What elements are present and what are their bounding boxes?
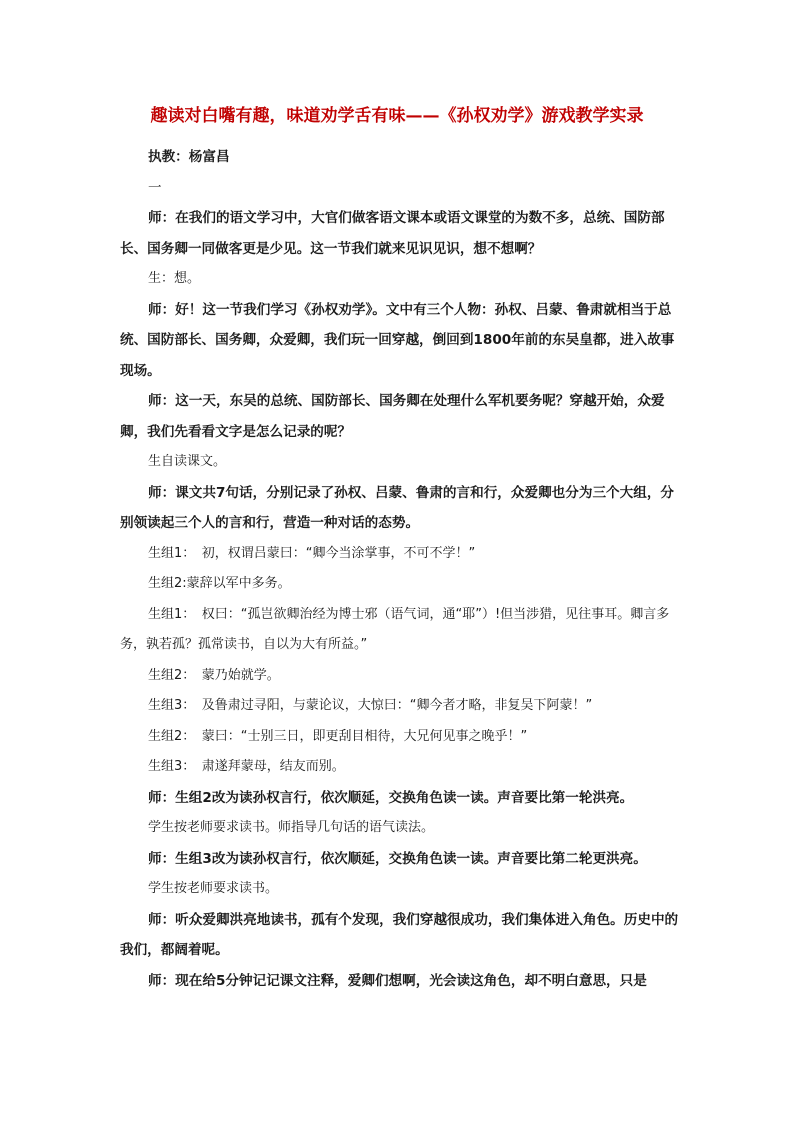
paragraph-list: [120, 203, 680, 996]
paragraph: 生组3： 及鲁肃过寻阳，与蒙论议，大惊曰：“卿今者才略，非复吴下阿蒙！”: [148, 698, 593, 713]
paragraph: 师：生组2改为读孙权言行，依次顺延，交换角色读一读。声音要比第一轮洪亮。: [148, 789, 634, 806]
document-title: 趣读对白嘴有趣，味道劝学舌有味——《孙权劝学》游戏教学实录: [150, 106, 644, 126]
paragraph: 生自读课文。: [148, 454, 227, 469]
paragraph: 师：好！这一节我们学习《孙权劝学》。文中有三个人物：孙权、吕蒙、鲁肃就相当于总统、国防部长、国务卿，众爱卿，我们玩一回穿越，倒回到1800年前的东吴皇都，进入故事现场。: [120, 301, 675, 379]
paragraph: 生组2:蒙辞以军中多务。: [148, 576, 291, 591]
section-marker: 一: [148, 179, 162, 196]
paragraph: 师：生组3改为读孙权言行，依次顺延，交换角色读一读。声音要比第二轮更洪亮。: [148, 850, 647, 867]
paragraph: 生组3： 肃遂拜蒙母，结友而别。: [148, 759, 345, 774]
paragraph: 师：听众爱卿洪亮地读书，孤有个发现，我们穿越很成功，我们集体进入角色。历史中的我们，都阔着呢。: [120, 911, 679, 958]
paragraph: 学生按老师要求读书。: [148, 881, 279, 896]
paragraph: 学生按老师要求读书。师指导几句话的语气读法。: [148, 820, 435, 835]
paragraph: 生组2： 蒙乃始就学。: [148, 667, 280, 683]
paragraph: 生：想。: [148, 271, 201, 286]
paragraph: 生组1： 初，权谓吕蒙曰：“卿今当涂掌事，不可不学！”: [148, 545, 476, 561]
paragraph: 师：这一天，东吴的总统、国防部长、国务卿在处理什么军机要务呢？穿越开始，众爱卿，我们先看看文字是怎么记录的呢？: [120, 393, 665, 440]
paragraph: 师：现在给5分钟记记课文注释，爱卿们想啊，光会读这角色，却不明白意思，只是: [148, 972, 647, 989]
paragraph: 师：在我们的语文学习中，大官们做客语文课本或语文课堂的为数不多，总统、国防部长、国务卿一同做客更是少见。这一节我们就来见识见识，想不想啊？: [120, 210, 665, 257]
paragraph: 生组1： 权曰：“孤岂欲卿治经为博士邪（语气词，通“耶”）!但当涉猎，见往事耳。卿言多务，孰若孤？孤常读书，自以为大有所益。”: [120, 606, 670, 652]
paragraph: 师：课文共7句话，分别记录了孙权、吕蒙、鲁肃的言和行，众爱卿也分为三个大组，分别领读起三个人的言和行，营造一种对话的态势。: [120, 484, 675, 531]
document-body: [120, 142, 680, 996]
author-line: 执教：杨富昌: [148, 149, 230, 165]
paragraph: 生组2： 蒙曰：“士别三日，即更刮目相待，大兄何见事之晚乎！”: [148, 728, 528, 744]
